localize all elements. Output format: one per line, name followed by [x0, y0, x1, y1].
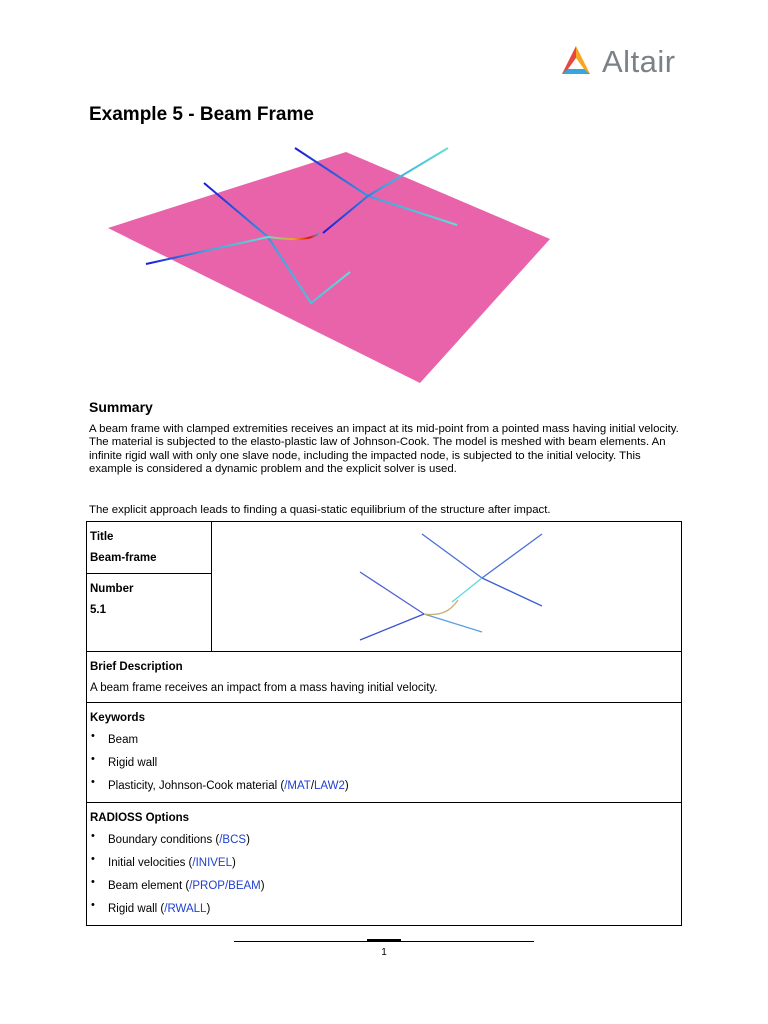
- number-cell: [87, 574, 212, 652]
- option-item: • Beam element (/PROP/BEAM): [90, 875, 678, 898]
- bullet-icon: •: [91, 876, 95, 888]
- bullet-icon: •: [91, 830, 95, 842]
- keyword-item: • Plasticity, Johnson-Cook material (/MAT/LAW2): [90, 775, 678, 798]
- page-title: Example 5 - Beam Frame: [89, 104, 314, 125]
- altair-triangle-logo-icon: [558, 42, 594, 78]
- brief-description-text: A beam frame receives an impact from a mass having initial velocity.: [90, 682, 438, 694]
- explicit-paragraph: The explicit approach leads to finding a quasi-static equilibrium of the structure after impact.: [89, 504, 551, 516]
- keyword-item: • Rigid wall: [90, 752, 678, 775]
- rwall-link[interactable]: /RWALL: [164, 903, 207, 915]
- example-info-table: [86, 521, 682, 926]
- bullet-icon: •: [91, 730, 95, 742]
- brief-description-cell: [87, 652, 682, 703]
- brand-name: Altair: [602, 44, 676, 79]
- footer-rule: [234, 941, 534, 942]
- bullet-icon: •: [91, 776, 95, 788]
- bullet-icon: •: [91, 899, 95, 911]
- law2-link[interactable]: LAW2: [314, 780, 345, 792]
- number-value: 5.1: [90, 604, 106, 616]
- beam-frame-wall-image: [108, 143, 553, 385]
- keywords-list: [90, 729, 678, 798]
- beam-frame-preview-image: [212, 522, 678, 646]
- brief-description-label: Brief Description: [90, 661, 183, 673]
- bcs-link[interactable]: /BCS: [219, 834, 247, 846]
- summary-heading: Summary: [89, 399, 153, 415]
- title-label: Title: [90, 531, 114, 543]
- radioss-options-list: [90, 829, 678, 921]
- title-value: Beam-frame: [90, 552, 157, 564]
- model-preview-cell: [212, 522, 682, 652]
- bullet-icon: •: [91, 753, 95, 765]
- title-cell: [87, 522, 212, 574]
- mat-link[interactable]: /MAT: [284, 780, 311, 792]
- option-item: • Rigid wall (/RWALL): [90, 898, 678, 921]
- number-label: Number: [90, 583, 134, 595]
- summary-paragraph: A beam frame with clamped extremities receives an impact at its mid-point from a pointed mass having initial velocity. The material is subjected to the elasto-plastic law of Johnson-Cook. The model is meshed with beam elements. An infinite rigid wall with only one slave node, including the impacted node, is subjected to the initial velocity. This example is considered a dynamic problem and the explicit solver is used.: [89, 423, 679, 476]
- inivel-link[interactable]: /INIVEL: [192, 857, 233, 869]
- option-item: • Boundary conditions (/BCS): [90, 829, 678, 852]
- page-number: 1: [381, 947, 387, 958]
- keywords-label: Keywords: [90, 712, 145, 724]
- footer-mark: [367, 939, 401, 941]
- altair-logo: [558, 42, 688, 82]
- option-item: • Initial velocities (/INIVEL): [90, 852, 678, 875]
- radioss-options-label: RADIOSS Options: [90, 812, 190, 824]
- bullet-icon: •: [91, 853, 95, 865]
- keywords-cell: [87, 703, 682, 803]
- radioss-options-cell: [87, 803, 682, 926]
- keyword-item: • Beam: [90, 729, 678, 752]
- prop-beam-link[interactable]: /PROP/BEAM: [189, 880, 261, 892]
